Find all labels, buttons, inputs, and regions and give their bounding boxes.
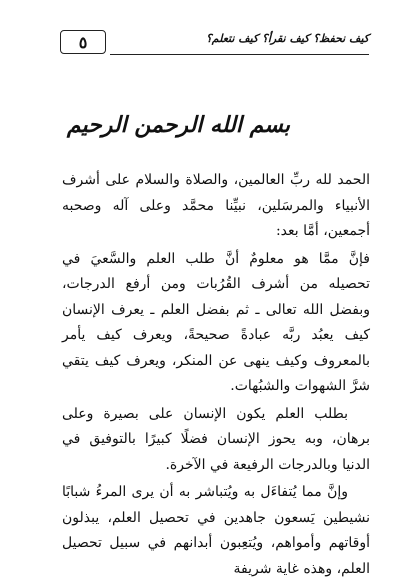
paragraph: بطلب العلم يكون الإنسان على بصيرة وعلى برهان، وبه يحوز الإنسان فضلًا كبيرًا بالتوفيق في الدنيا وبالدرجات الرفيعة في الآخرة. — [62, 405, 370, 473]
paragraph: الحمد لله ربِّ العالمين، والصلاة والسلام على أشرف الأنبياء والمرسَلين، نبيِّنا محمَّد وعلى آله وصحبه أجمعين، أمَّا بعد: — [62, 172, 370, 239]
running-title: كيف نحفظ؟ كيف نقرأ؟ كيف نتعلم؟ — [205, 32, 369, 45]
paragraph: فإنَّ ممَّا هو معلومٌ أنَّ طلب العلم والسَّعيَ في تحصيله من أشرف القُرُبات ومن أرفع الدرجات، وبفضل الله تعالى ـ ثم بفضل العلم ـ يعرف الإنسان كيف يعبُد ربَّه عبادةً صحيحةً، ويعرف كيف يأمر بالمعروف وكيف ينهى عن المنكر، ويعرف كيف يتقي شرَّ الشهوات والشبُهات. — [62, 250, 370, 394]
basmala-calligraphy: بسم الله الرحمن الرحيم — [66, 112, 290, 138]
page-header — [60, 30, 369, 56]
page-number: ٥ — [60, 30, 106, 54]
paragraph: وإنَّ مما يُتفاءَل به ويُتباشر به أن يرى المرءُ شبابًا نشيطين يَسعون جاهدين في تحصيل العلم، يبذلون أوقاتهم وأمواهم، ويُتعِبون أبدانهم في سبيل تحصيل العلم، وهذه غاية شريفة — [62, 484, 370, 577]
header-rule — [110, 54, 369, 55]
body-text — [62, 168, 370, 584]
